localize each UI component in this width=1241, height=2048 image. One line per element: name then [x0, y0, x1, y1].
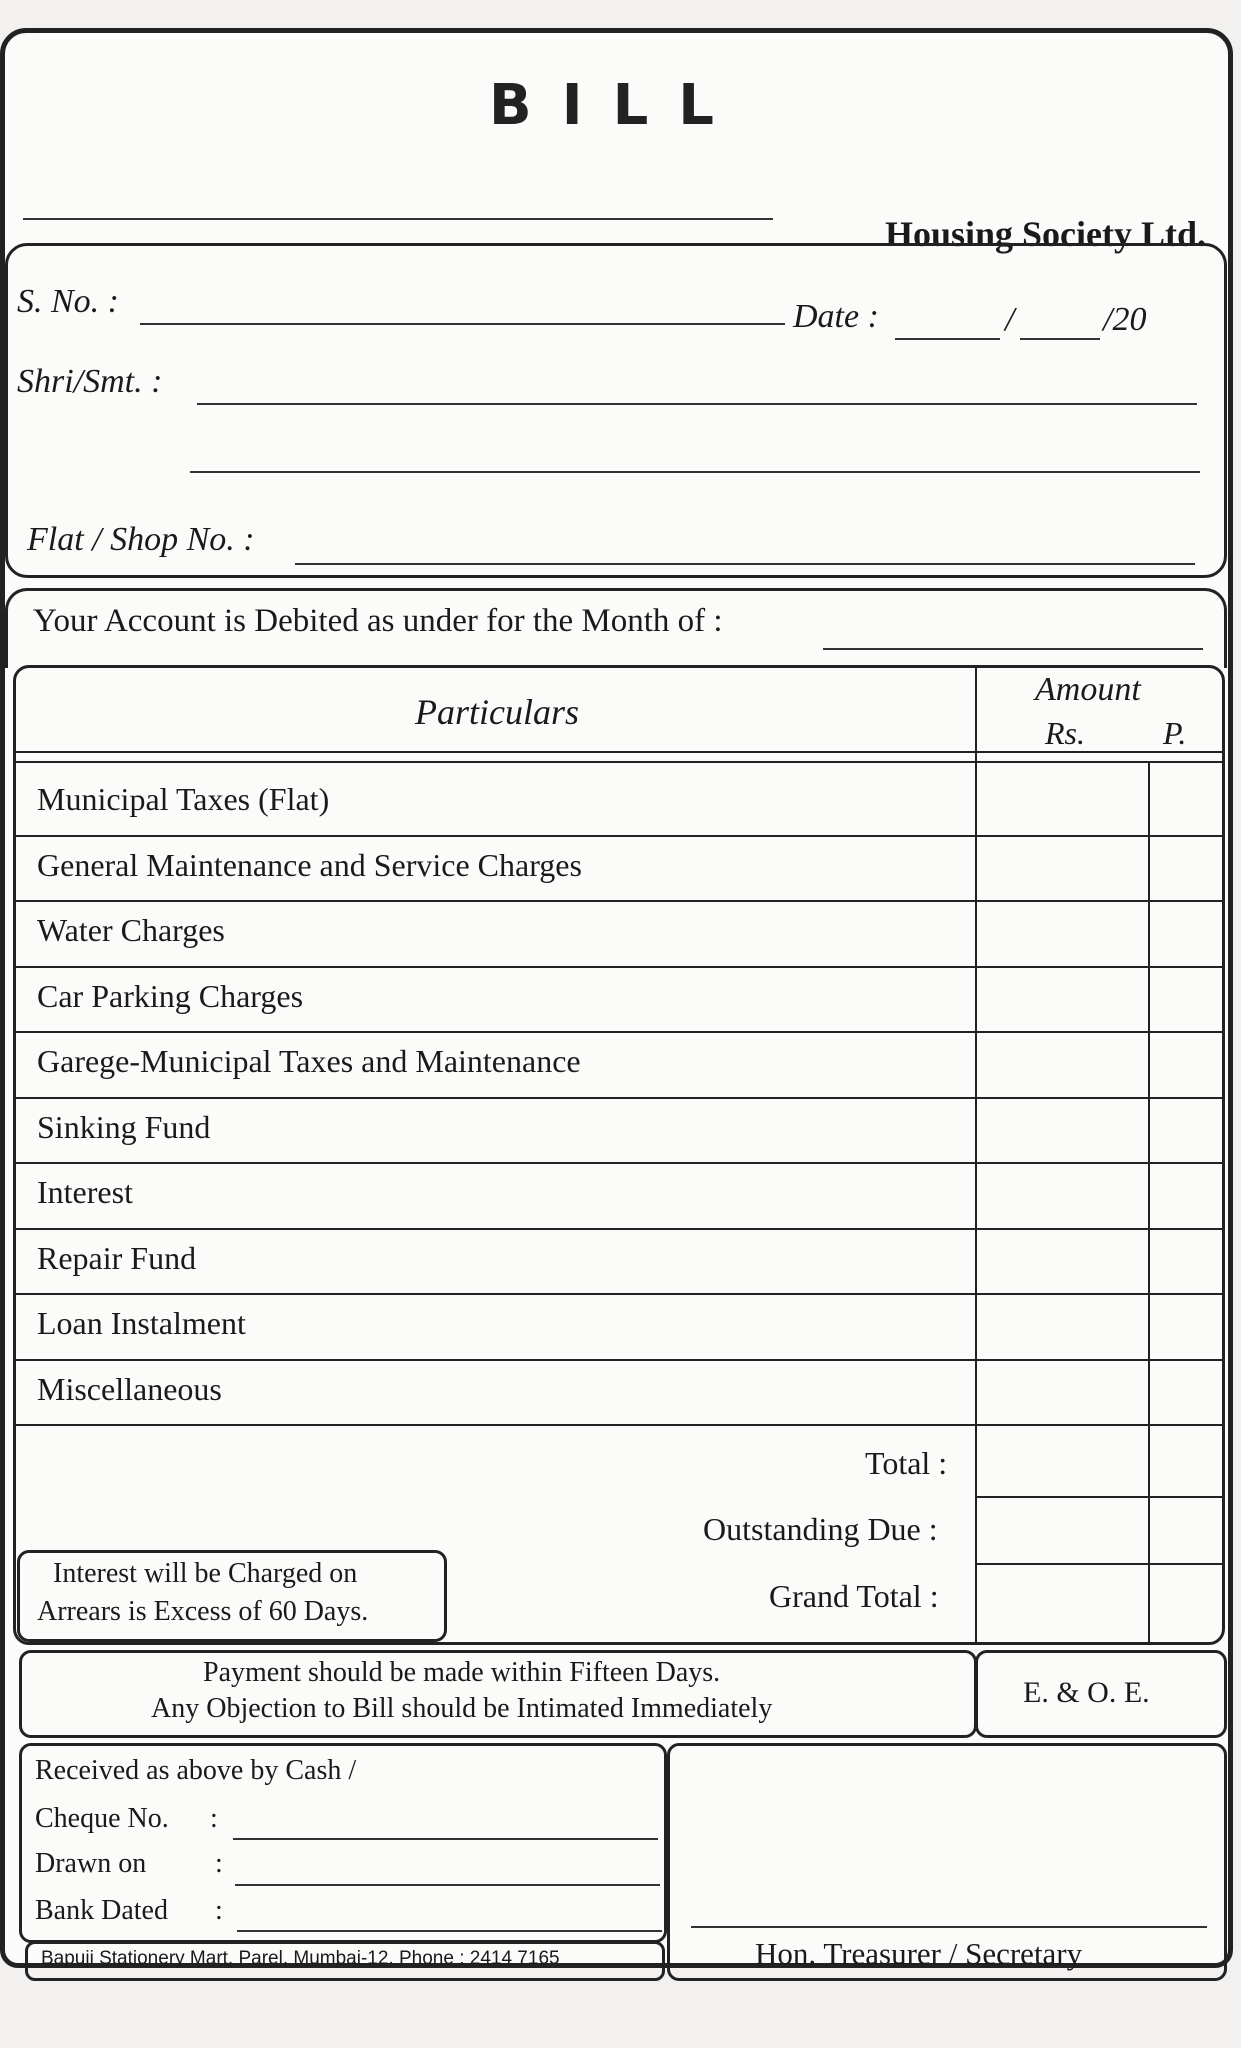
signatory-label: Hon. Treasurer / Secretary [755, 1936, 1083, 1971]
drawn-field[interactable] [235, 1884, 660, 1886]
account-month-field[interactable] [823, 648, 1203, 650]
interest-note-line2: Arrears is Excess of 60 Days. [37, 1596, 369, 1627]
amount-rs-cell[interactable] [980, 972, 1145, 1030]
outstanding-amount-cell[interactable] [980, 1500, 1140, 1558]
amount-rs-cell[interactable] [980, 1299, 1145, 1357]
amount-rs-cell[interactable] [980, 775, 1145, 833]
serial-label: S. No. : [17, 283, 119, 320]
amount-rs-cell[interactable] [980, 1103, 1145, 1161]
row-rule [13, 1228, 1225, 1230]
interest-note-line1: Interest will be Charged on [53, 1558, 358, 1589]
rs-header: Rs. [1045, 715, 1085, 751]
header-rule [13, 751, 1225, 753]
outstanding-rule [975, 1563, 1225, 1565]
particular-row-label: General Maintenance and Service Charges [37, 846, 582, 883]
account-month-label: Your Account is Debited as under for the Month of : [33, 603, 723, 639]
drawn-colon: : [215, 1848, 223, 1879]
bank-label: Bank Dated [35, 1895, 168, 1926]
outstanding-label: Outstanding Due : [703, 1511, 938, 1547]
society-name-line[interactable] [23, 218, 773, 220]
row-rule [13, 966, 1225, 968]
amount-rs-cell[interactable] [980, 906, 1145, 964]
name-label: Shri/Smt. : [17, 363, 163, 400]
signature-field[interactable] [691, 1926, 1207, 1928]
row-rule [13, 1424, 1225, 1426]
date-label: Date : [793, 298, 879, 335]
bill-title: BILL [489, 73, 744, 138]
row-rule [13, 1293, 1225, 1295]
amount-p-cell[interactable] [1153, 1037, 1223, 1095]
cheque-field[interactable] [233, 1838, 658, 1840]
amount-p-cell[interactable] [1153, 1299, 1223, 1357]
row-rule [13, 1359, 1225, 1361]
particular-row-label: Car Parking Charges [37, 977, 304, 1014]
amount-rs-cell[interactable] [980, 1168, 1145, 1226]
total-rule [975, 1496, 1225, 1498]
serial-field[interactable] [140, 323, 785, 325]
payment-note-line1: Payment should be made within Fifteen Days. [203, 1657, 721, 1688]
grand-total-label: Grand Total : [769, 1578, 939, 1614]
particular-row-label: Sinking Fund [37, 1108, 211, 1145]
amount-p-cell[interactable] [1153, 841, 1223, 899]
cheque-label: Cheque No. [35, 1803, 169, 1834]
particular-row-label: Loan Instalment [37, 1305, 246, 1341]
row-rule [13, 1162, 1225, 1164]
particular-row-label: Repair Fund [37, 1239, 197, 1276]
amount-p-cell[interactable] [1153, 972, 1223, 1030]
particular-row-label: Garege-Municipal Taxes and Maintenance [37, 1043, 581, 1079]
date-slash: / [1005, 301, 1015, 338]
amount-rs-cell[interactable] [980, 1234, 1145, 1292]
amount-p-cell[interactable] [1153, 1365, 1223, 1423]
flat-field[interactable] [295, 563, 1195, 565]
flat-label: Flat / Shop No. : [27, 521, 255, 558]
date-year: /20 [1103, 301, 1147, 338]
amount-rs-cell[interactable] [980, 1365, 1145, 1423]
drawn-label: Drawn on [35, 1848, 147, 1879]
amount-p-cell[interactable] [1153, 1103, 1223, 1161]
name-field-line2[interactable] [190, 471, 1200, 473]
name-field[interactable] [197, 403, 1197, 405]
printer-credit: Bapuji Stationery Mart, Parel, Mumbai-12. Phone : 2414 7165 [41, 1948, 560, 1969]
row-rule [13, 900, 1225, 902]
amount-header: Amount [1035, 671, 1141, 708]
bank-colon: : [215, 1895, 223, 1926]
header-rule-2 [13, 761, 1225, 763]
total-label: Total : [865, 1445, 948, 1481]
rs-p-divider [1148, 761, 1150, 1645]
grand-total-amount-cell[interactable] [980, 1568, 1140, 1638]
date-month-field[interactable] [1020, 338, 1100, 340]
eoe-label: E. & O. E. [1023, 1676, 1150, 1709]
particular-row-label: Water Charges [37, 912, 225, 948]
bank-field[interactable] [237, 1930, 662, 1932]
amount-p-cell[interactable] [1153, 775, 1223, 833]
p-header: P. [1163, 715, 1187, 751]
particular-row-label: Miscellaneous [37, 1370, 222, 1407]
particular-row-label: Municipal Taxes (Flat) [37, 781, 330, 817]
row-rule [13, 1031, 1225, 1033]
particulars-divider [975, 665, 977, 1645]
amount-p-cell[interactable] [1153, 1168, 1223, 1226]
row-rule [13, 1097, 1225, 1099]
cheque-colon: : [210, 1803, 218, 1834]
bill-form [0, 28, 1233, 1971]
amount-p-cell[interactable] [1153, 906, 1223, 964]
row-rule [13, 835, 1225, 837]
amount-rs-cell[interactable] [980, 841, 1145, 899]
date-day-field[interactable] [895, 338, 1000, 340]
particular-row-label: Interest [37, 1174, 133, 1210]
amount-p-cell[interactable] [1153, 1234, 1223, 1292]
received-label: Received as above by Cash / [35, 1755, 357, 1786]
payment-note-line2: Any Objection to Bill should be Intimated Immediately [151, 1693, 773, 1724]
society-name: Housing Society Ltd. [884, 214, 1206, 254]
amount-rs-cell[interactable] [980, 1037, 1145, 1095]
particulars-header: Particulars [415, 692, 580, 732]
total-amount-cell[interactable] [980, 1433, 1140, 1491]
